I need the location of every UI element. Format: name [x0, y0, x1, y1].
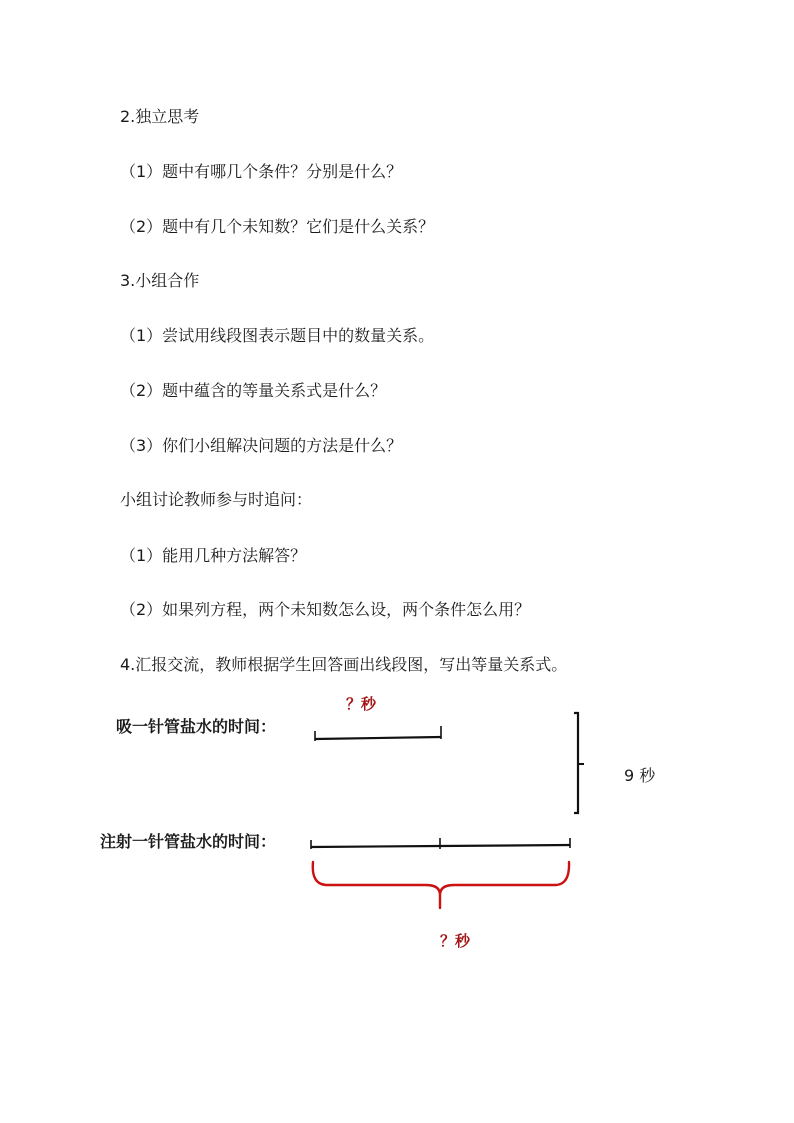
top-segment — [315, 726, 441, 741]
bottom-unknown-seconds: ？秒 — [440, 932, 471, 950]
question-1-conditions: （1）题中有哪几个条件？分别是什么？ — [120, 162, 403, 181]
task-2-equation: （2）题中蕴含的等量关系式是什么？ — [120, 381, 387, 400]
question-2-unknowns: （2）题中有几个未知数？它们是什么关系？ — [120, 217, 435, 236]
label-inject-time: 注射一针管盐水的时间： — [100, 832, 277, 851]
followup-1-methods: （1）能用几种方法解答？ — [120, 546, 307, 565]
label-suck-time: 吸一针管盐水的时间： — [116, 717, 277, 736]
difference-bracket — [574, 713, 584, 813]
heading-report-exchange: 4.汇报交流，教师根据学生回答画出线段图，写出等量关系式。 — [120, 655, 568, 674]
heading-independent-thinking: 2.独立思考 — [120, 107, 200, 126]
top-unknown-seconds: ？秒 — [346, 695, 377, 713]
task-3-method: （3）你们小组解决问题的方法是什么？ — [120, 436, 403, 455]
bottom-segment — [311, 838, 570, 849]
difference-seconds: 9 秒 — [624, 766, 656, 785]
followup-2-equation-setup: （2）如果列方程，两个未知数怎么设，两个条件怎么用？ — [120, 600, 531, 619]
red-total-brace — [313, 862, 569, 908]
teacher-followup-intro: 小组讨论教师参与时追问： — [120, 490, 313, 509]
task-1-line-diagram: （1）尝试用线段图表示题目中的数量关系。 — [120, 326, 435, 345]
heading-group-cooperation: 3.小组合作 — [120, 271, 200, 290]
